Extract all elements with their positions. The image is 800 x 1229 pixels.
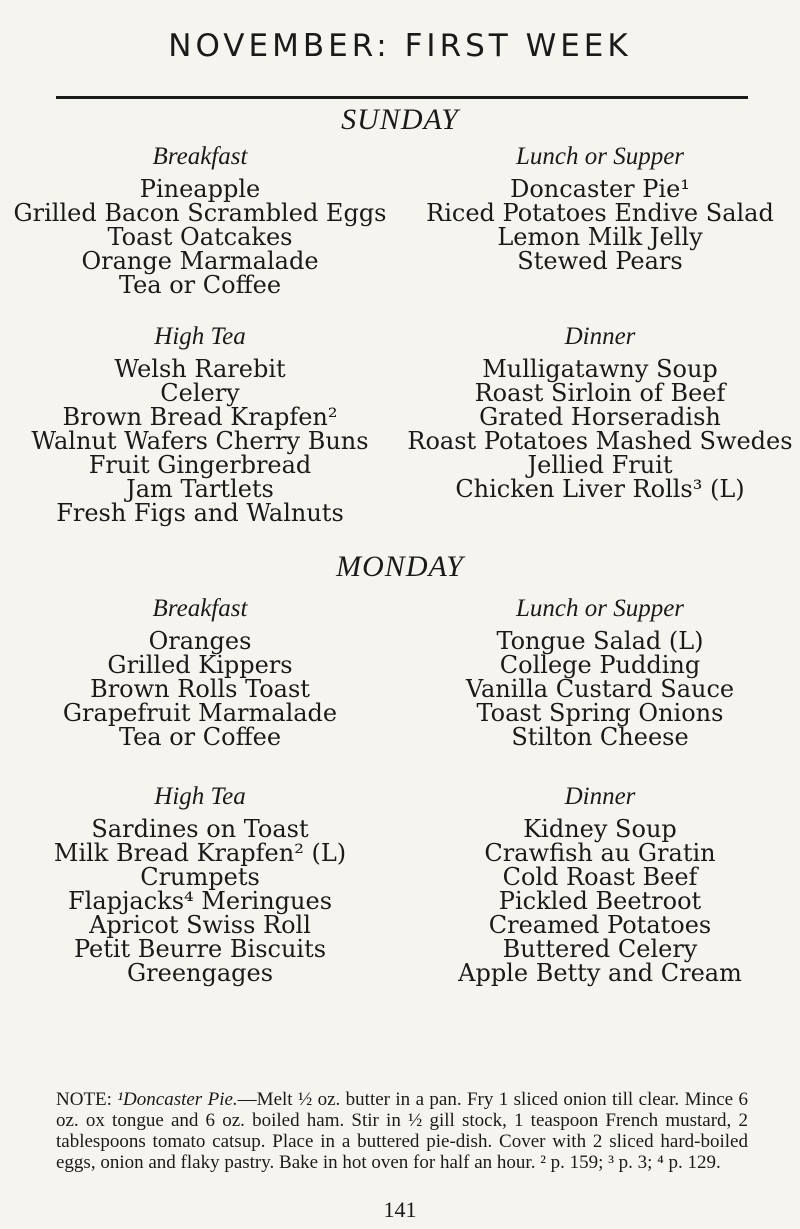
menu-item: Brown Bread Krapfen² bbox=[62, 403, 338, 431]
menu-item: Jam Tartlets bbox=[126, 475, 274, 503]
menu-item: Roast Sirloin of Beef bbox=[474, 379, 726, 407]
menu-item: Jellied Fruit bbox=[527, 451, 673, 479]
meal-sunday-breakfast bbox=[0, 145, 400, 297]
menu-item: Cold Roast Beef bbox=[502, 863, 698, 891]
menu-item: Stilton Cheese bbox=[511, 723, 689, 751]
menu-item: Milk Bread Krapfen² (L) bbox=[53, 839, 347, 867]
meal-monday-high-tea bbox=[0, 785, 400, 985]
menu-item: Grapefruit Marmalade bbox=[62, 699, 338, 727]
menu-item: Grilled Bacon Scrambled Eggs bbox=[13, 199, 387, 227]
note-label: ¹Doncaster Pie. bbox=[117, 1089, 238, 1110]
day-heading-sunday: SUNDAY bbox=[341, 103, 459, 136]
meal-monday-breakfast bbox=[0, 597, 400, 749]
note-prefix: NOTE: bbox=[56, 1089, 118, 1110]
menu-item: Roast Potatoes Mashed Swedes bbox=[407, 427, 793, 455]
menu-item: Doncaster Pie¹ bbox=[510, 175, 690, 203]
meal-monday-dinner bbox=[400, 785, 800, 985]
note-text: —Melt ½ oz. butter in a pan. Fry 1 sliced onion till clear. Mince 6 oz. ox tongue and 6 oz. boiled ham. Stir in ½ gill stock, 1 teaspoon French mustard, 2 tablespoons tomato catsup. Place in a buttered pie-dish. Cover with 2 sliced hard-boiled eggs, onion and flaky pastry. Bake in hot oven for half an hour. ² p. 159; ³ p. 3; ⁴ p. 129. bbox=[56, 1089, 749, 1173]
page-number: 141 bbox=[383, 1197, 417, 1222]
menu-item: Tea or Coffee bbox=[118, 723, 282, 751]
menu-item: Sardines on Toast bbox=[91, 815, 309, 843]
meal-sunday-high-tea bbox=[0, 325, 400, 525]
day-heading-monday: MONDAY bbox=[336, 550, 464, 583]
menu-item: Buttered Celery bbox=[502, 935, 698, 963]
meal-sunday-dinner bbox=[400, 325, 800, 501]
menu-item: Crumpets bbox=[140, 863, 260, 891]
meal-title: High Tea bbox=[154, 783, 246, 810]
menu-item: Chicken Liver Rolls³ (L) bbox=[455, 475, 745, 503]
meal-monday-lunch bbox=[400, 597, 800, 749]
menu-item: Tea or Coffee bbox=[118, 271, 282, 299]
menu-item: Toast Oatcakes bbox=[107, 223, 293, 251]
recipe-note bbox=[56, 1089, 748, 1173]
meal-title: Lunch or Supper bbox=[515, 143, 685, 170]
menu-item: Riced Potatoes Endive Salad bbox=[426, 199, 774, 227]
menu-item: Grated Horseradish bbox=[479, 403, 721, 431]
meal-sunday-lunch bbox=[400, 145, 800, 273]
menu-item: Apricot Swiss Roll bbox=[89, 911, 311, 939]
menu-item: Toast Spring Onions bbox=[476, 699, 724, 727]
menu-item: Greengages bbox=[126, 959, 274, 987]
menu-item: Kidney Soup bbox=[523, 815, 677, 843]
meal-title: Dinner bbox=[564, 323, 636, 350]
meal-title: High Tea bbox=[154, 323, 246, 350]
menu-item: Walnut Wafers Cherry Buns bbox=[31, 427, 369, 455]
menu-item: Lemon Milk Jelly bbox=[497, 223, 703, 251]
menu-item: Oranges bbox=[148, 627, 252, 655]
menu-item: Celery bbox=[160, 379, 240, 407]
menu-item: Grilled Kippers bbox=[107, 651, 293, 679]
menu-item: Orange Marmalade bbox=[81, 247, 319, 275]
menu-item: Apple Betty and Cream bbox=[458, 959, 742, 987]
menu-item: Fresh Figs and Walnuts bbox=[56, 499, 344, 527]
menu-item: Stewed Pears bbox=[517, 247, 683, 275]
menu-item: College Pudding bbox=[499, 651, 701, 679]
menu-item: Vanilla Custard Sauce bbox=[465, 675, 735, 703]
menu-item: Brown Rolls Toast bbox=[90, 675, 310, 703]
meal-title: Breakfast bbox=[152, 595, 248, 622]
menu-item: Crawfish au Gratin bbox=[484, 839, 716, 867]
menu-item: Petit Beurre Biscuits bbox=[73, 935, 327, 963]
meal-title: Breakfast bbox=[152, 143, 248, 170]
menu-item: Creamed Potatoes bbox=[488, 911, 712, 939]
menu-item: Flapjacks⁴ Meringues bbox=[67, 887, 333, 915]
menu-item: Pineapple bbox=[139, 175, 261, 203]
menu-item: Fruit Gingerbread bbox=[88, 451, 312, 479]
menu-item: Mulligatawny Soup bbox=[482, 355, 718, 383]
menu-item: Pickled Beetroot bbox=[498, 887, 702, 915]
header-rule bbox=[56, 96, 748, 99]
meal-title: Lunch or Supper bbox=[515, 595, 685, 622]
meal-title: Dinner bbox=[564, 783, 636, 810]
page-header: NOVEMBER: FIRST WEEK bbox=[168, 28, 632, 64]
menu-item: Tongue Salad (L) bbox=[496, 627, 704, 655]
menu-item: Welsh Rarebit bbox=[114, 355, 286, 383]
